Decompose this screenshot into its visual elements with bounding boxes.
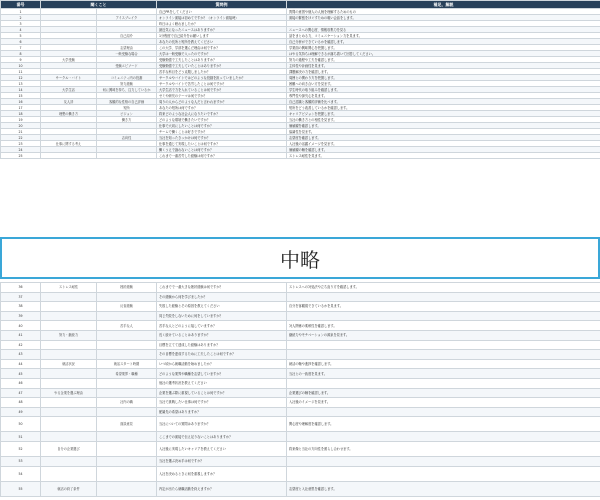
row-question: 苦手な人とどのように接していますか？ xyxy=(157,321,287,331)
row-item xyxy=(97,441,157,456)
table-row xyxy=(1,292,600,302)
row-question: 自己PRをしてください xyxy=(157,9,287,15)
row-question: この大学、学部を選んだ理由は何ですか？ xyxy=(157,45,287,51)
row-item: 一般受験な場合 xyxy=(97,51,157,57)
row-item: 面談意見 xyxy=(97,417,157,432)
row-item xyxy=(97,481,157,496)
row-note: 質問の意図や個人の人柄を理解するためのもの xyxy=(287,9,600,15)
row-note xyxy=(287,407,600,417)
table-row xyxy=(1,407,600,417)
row-note: 関心度や理解度を確認します。 xyxy=(287,417,600,432)
table-row xyxy=(1,340,600,350)
row-question: 大学は一般受験で入ったのですか？ xyxy=(157,51,287,57)
row-item xyxy=(97,432,157,442)
row-note: 協調性を見ます。 xyxy=(287,129,600,135)
row-question: これまで一番苦労した経験は何ですか？ xyxy=(157,153,287,159)
row-number: 13 xyxy=(1,81,41,87)
row-note: 自己認識と客観的評価を比べます。 xyxy=(287,99,600,105)
row-number: 47 xyxy=(1,388,41,398)
row-number: 22 xyxy=(1,135,41,141)
row-item xyxy=(97,330,157,340)
row-question: 仕事を通じて実現したいことは何ですか？ xyxy=(157,141,287,147)
row-question: 当社を選ぶ決め手は何ですか？ xyxy=(157,456,287,466)
row-number: 55 xyxy=(1,481,41,496)
row-category: やる企業を選ぶ理由 xyxy=(41,388,97,398)
row-number: 15 xyxy=(1,93,41,99)
row-item: 挫折経験 xyxy=(97,283,157,293)
row-note: 自己分析ができているかを確認します。 xyxy=(287,39,600,45)
row-category xyxy=(41,350,97,360)
row-question: これまでで一番大きな挫折経験は何ですか？ xyxy=(157,283,287,293)
question-table-upper xyxy=(0,0,600,159)
row-question: 最近気になったニュースはありますか？ xyxy=(157,27,287,33)
row-note: 学業面の興味関心を把握します。 xyxy=(287,45,600,51)
row-number: 2 xyxy=(1,15,41,21)
row-question: 長く続けていることはありますか？ xyxy=(157,330,287,340)
row-note: 対人関係の柔軟性を確認します。 xyxy=(287,321,600,331)
table-row xyxy=(1,432,600,442)
row-category xyxy=(41,378,97,388)
row-item: 努力経験 xyxy=(97,81,157,87)
row-category xyxy=(41,311,97,321)
row-question: 働くうえで譲れないことは何ですか？ xyxy=(157,147,287,153)
table-row xyxy=(1,330,600,340)
row-number: 16 xyxy=(1,99,41,105)
row-number: 10 xyxy=(1,63,41,69)
row-number: 18 xyxy=(1,111,41,117)
row-item: 反省経験 xyxy=(97,302,157,312)
row-item: 客観的な性格の自己評価 xyxy=(97,99,157,105)
row-note: 継続力やモチベーションの源泉を見ます。 xyxy=(287,330,600,340)
table-row xyxy=(1,321,600,331)
table-row xyxy=(1,456,600,466)
row-category xyxy=(41,432,97,442)
row-category xyxy=(41,321,97,331)
row-question: 仕事で大切にしたいことは何ですか？ xyxy=(157,123,287,129)
row-question: 苦手な科目をどう克服しましたか？ xyxy=(157,69,287,75)
table-row xyxy=(1,466,600,481)
question-table-lower xyxy=(0,282,600,497)
row-item: 短所 xyxy=(97,105,157,111)
row-category xyxy=(41,417,97,432)
row-item xyxy=(97,292,157,302)
table-row xyxy=(1,350,600,360)
row-question: 受験勉強で工夫していたことはありますか？ xyxy=(157,63,287,69)
row-category xyxy=(41,292,97,302)
table-row xyxy=(1,441,600,456)
row-question: 入社後に実現したいキャリアを教えてください xyxy=(157,441,287,456)
row-number: 6 xyxy=(1,39,41,45)
row-note: 困難への向き合い方を見ます。 xyxy=(287,81,600,87)
row-item xyxy=(97,340,157,350)
row-note xyxy=(287,466,600,481)
row-category xyxy=(41,369,97,379)
row-note: 話をまとめる力、コミュニケーション力を見ます。 xyxy=(287,33,600,39)
row-category: 友人評 xyxy=(41,99,97,105)
row-category: ストレス耐性 xyxy=(41,283,97,293)
header-number: 番号 xyxy=(1,1,41,9)
row-number: 3 xyxy=(1,21,41,27)
row-note: 志望度を確認します。 xyxy=(287,135,600,141)
row-note: はやる気持ちは理解できるが落ち着いて回答してください。 xyxy=(287,51,600,57)
table-row xyxy=(1,302,600,312)
row-number: 45 xyxy=(1,369,41,379)
row-number: 20 xyxy=(1,123,41,129)
row-note: 面接の緊張をほぐすための軽い会話をします。 xyxy=(287,15,600,21)
row-number: 19 xyxy=(1,117,41,123)
table-row xyxy=(1,311,600,321)
row-number: 17 xyxy=(1,105,41,111)
row-note xyxy=(287,350,600,360)
row-number: 52 xyxy=(1,441,41,456)
row-question: 1分程度で自己紹介をお願いします xyxy=(157,33,287,39)
row-note xyxy=(287,456,600,466)
row-category: 自分の企業選び xyxy=(41,441,97,456)
row-category xyxy=(41,456,97,466)
row-number: 42 xyxy=(1,340,41,350)
row-category: 仕事に関する考え xyxy=(41,141,97,147)
table-row xyxy=(1,153,600,159)
row-number: 14 xyxy=(1,87,41,93)
row-item xyxy=(97,388,157,398)
row-note: 短所をどう改善しているかを確認します。 xyxy=(287,105,600,111)
omitted-label: 中略 xyxy=(280,247,320,272)
row-item xyxy=(97,407,157,417)
row-note: 学生時代の取り組みを確認します。 xyxy=(287,87,600,93)
row-item xyxy=(97,350,157,360)
row-question: サークルやバイトではどのような役割を担っていましたか？ xyxy=(157,75,287,81)
row-question: 昨日はよく眠れましたか？ xyxy=(157,21,287,27)
table-row xyxy=(1,369,600,379)
row-number: 23 xyxy=(1,141,41,147)
row-question: 企業を選ぶ際に重視していることは何ですか？ xyxy=(157,388,287,398)
header-question: 質問例 xyxy=(157,1,287,9)
row-category: 理想の働き方 xyxy=(41,111,97,117)
row-note: 将来像と当社の方向性を照らし合わせます。 xyxy=(287,441,600,456)
row-note xyxy=(287,311,600,321)
row-item xyxy=(97,466,157,481)
row-item: ビジョン xyxy=(97,111,157,117)
row-question: 他社の選考状況を教えてください xyxy=(157,378,287,388)
upper-sheet xyxy=(0,0,600,159)
row-note: 専門性や探究心を見ます。 xyxy=(287,93,600,99)
row-number: 43 xyxy=(1,350,41,360)
row-question: いつ頃から就職活動を始めましたか？ xyxy=(157,359,287,369)
row-number: 25 xyxy=(1,153,41,159)
row-number: 38 xyxy=(1,302,41,312)
row-number: 7 xyxy=(1,45,41,51)
row-note: 当社との一致度を見ます。 xyxy=(287,369,600,379)
row-note: 企業選びの軸を確認します。 xyxy=(287,388,600,398)
row-number: 54 xyxy=(1,466,41,481)
row-question: ここまでの面接で伝え足りないことはありますか？ xyxy=(157,432,287,442)
row-item xyxy=(97,153,157,159)
row-number: 53 xyxy=(1,456,41,466)
omitted-banner xyxy=(0,237,600,279)
table-row xyxy=(1,283,600,293)
row-number: 8 xyxy=(1,51,41,57)
row-note: 自分を客観視できているかを見ます。 xyxy=(287,302,600,312)
row-item: コミュニティ内の役割 xyxy=(97,75,157,81)
row-number: 12 xyxy=(1,75,41,81)
row-question: その目標を達成するために工夫したことは何ですか？ xyxy=(157,350,287,360)
row-item: 自己紹介 xyxy=(97,33,157,39)
row-question: 失敗した経験とその原因を教えてください xyxy=(157,302,287,312)
row-number: 36 xyxy=(1,283,41,293)
row-category: 就活状況 xyxy=(41,359,97,369)
row-category xyxy=(41,340,97,350)
table-row xyxy=(1,378,600,388)
row-question: ゼミや研究のテーマは何ですか？ xyxy=(157,93,287,99)
row-number: 11 xyxy=(1,69,41,75)
row-question: オンライン面接は初めてですか？（オンライン面接時） xyxy=(157,15,287,21)
row-category: 大学生活 xyxy=(41,87,97,93)
row-note xyxy=(287,340,600,350)
table-row xyxy=(1,359,600,369)
row-question: あなたの長所と短所を教えてください xyxy=(157,39,287,45)
row-question: チームで働くことは好きですか？ xyxy=(157,129,287,135)
row-item: 働き方 xyxy=(97,117,157,123)
row-question: 配属先の希望はありますか？ xyxy=(157,407,287,417)
row-question: 内定が出たら就職活動を終えますか？ xyxy=(157,481,287,496)
row-number: 40 xyxy=(1,321,41,331)
row-number: 1 xyxy=(1,9,41,15)
row-item: 受験エピソード xyxy=(97,63,157,69)
header-row xyxy=(1,1,600,9)
row-number: 9 xyxy=(1,57,41,63)
row-item xyxy=(97,311,157,321)
row-category xyxy=(41,466,97,481)
row-number: 50 xyxy=(1,417,41,432)
row-item: 何に興味を持ち、注力しているか xyxy=(97,87,157,93)
row-note xyxy=(287,432,600,442)
row-number: 4 xyxy=(1,27,41,33)
row-number: 37 xyxy=(1,292,41,302)
row-note: ストレス耐性を見ます。 xyxy=(287,153,600,159)
row-note: 入社後のイメージを見ます。 xyxy=(287,398,600,408)
row-number: 48 xyxy=(1,398,41,408)
row-item: アイスブレイク xyxy=(97,15,157,21)
row-category xyxy=(41,153,97,159)
row-item: 就活スタート時期 xyxy=(97,359,157,369)
row-category xyxy=(41,302,97,312)
row-item xyxy=(97,456,157,466)
row-question: 同じ失敗をしないために何をしていますか？ xyxy=(157,311,287,321)
row-note: ストレスへの対処法や立ち直り方を確認します。 xyxy=(287,283,600,293)
row-number: 39 xyxy=(1,311,41,321)
row-note xyxy=(287,292,600,302)
row-category: 努力・継続力 xyxy=(41,330,97,340)
row-note: 入社後の活躍イメージを見ます。 xyxy=(287,141,600,147)
row-question: 将来どのような社会人になりたいですか？ xyxy=(157,111,287,117)
header-note: 補足、解説 xyxy=(287,1,600,9)
row-category xyxy=(41,407,97,417)
row-category: 大学受験 xyxy=(41,57,97,63)
row-number: 21 xyxy=(1,129,41,135)
row-question: 当社を知ったきっかけは何ですか？ xyxy=(157,135,287,141)
row-question: 大学生活で力を入れていることは何ですか？ xyxy=(157,87,287,93)
row-number: 41 xyxy=(1,330,41,340)
row-category: サークル・バイト xyxy=(41,75,97,81)
row-number: 44 xyxy=(1,359,41,369)
header-topic: 聞くこと xyxy=(41,1,157,9)
row-question: どのような業界や職種を志望していますか？ xyxy=(157,369,287,379)
row-question: 入社を決めるときに何を重視しますか？ xyxy=(157,466,287,481)
row-note xyxy=(287,378,600,388)
row-number: 5 xyxy=(1,33,41,39)
row-question: 目標を立てて達成した経験はありますか？ xyxy=(157,340,287,350)
row-question: 受験勉強で工夫したことはありますか？ xyxy=(157,57,287,63)
row-number: 24 xyxy=(1,147,41,153)
row-item: 志望理由 xyxy=(97,45,157,51)
row-note: 努力の過程や工夫を確認します。 xyxy=(287,57,600,63)
row-item: 希望業界・職種 xyxy=(97,369,157,379)
lower-sheet xyxy=(0,282,600,497)
row-note: 主体性や計画性を見ます。 xyxy=(287,63,600,69)
row-item: 社内の職 xyxy=(97,398,157,408)
row-question: あなたの短所は何ですか？ xyxy=(157,105,287,111)
table-row xyxy=(1,417,600,432)
row-note: 就活の軸や進捗を確認します。 xyxy=(287,359,600,369)
row-note: 価値観の軸を確認します。 xyxy=(287,147,600,153)
row-item: 苦手な人 xyxy=(97,321,157,331)
row-question: その経験から何を学びましたか？ xyxy=(157,292,287,302)
row-note: 課題解決の力を確認します。 xyxy=(287,69,600,75)
row-question: サークルやバイトで苦労したことは何ですか？ xyxy=(157,81,287,87)
row-question: 当社で挑戦したい仕事は何ですか？ xyxy=(157,398,287,408)
row-note: キャリアビジョンを把握します。 xyxy=(287,111,600,117)
row-note: 当社の働き方との相性を見ます。 xyxy=(287,117,600,123)
row-note: 周囲との関わり方を把握します。 xyxy=(287,75,600,81)
row-note: 志望度と入社意思を確認します。 xyxy=(287,481,600,496)
row-question: どのような環境で働きたいですか？ xyxy=(157,117,287,123)
row-item xyxy=(97,378,157,388)
row-category xyxy=(41,398,97,408)
table-row xyxy=(1,481,600,496)
row-question: 周りの人からどのような人だと言われますか？ xyxy=(157,99,287,105)
row-number: 51 xyxy=(1,432,41,442)
row-note: 価値観を確認します。 xyxy=(287,123,600,129)
row-number: 49 xyxy=(1,407,41,417)
row-question: 当社についての質問はありますか？ xyxy=(157,417,287,432)
row-category: 就活の終了条件 xyxy=(41,481,97,496)
table-row xyxy=(1,388,600,398)
table-row xyxy=(1,398,600,408)
row-item: 志向性 xyxy=(97,135,157,141)
row-number: 46 xyxy=(1,378,41,388)
row-note: ニュースへの関心度、情報収集力を見る xyxy=(287,27,600,33)
